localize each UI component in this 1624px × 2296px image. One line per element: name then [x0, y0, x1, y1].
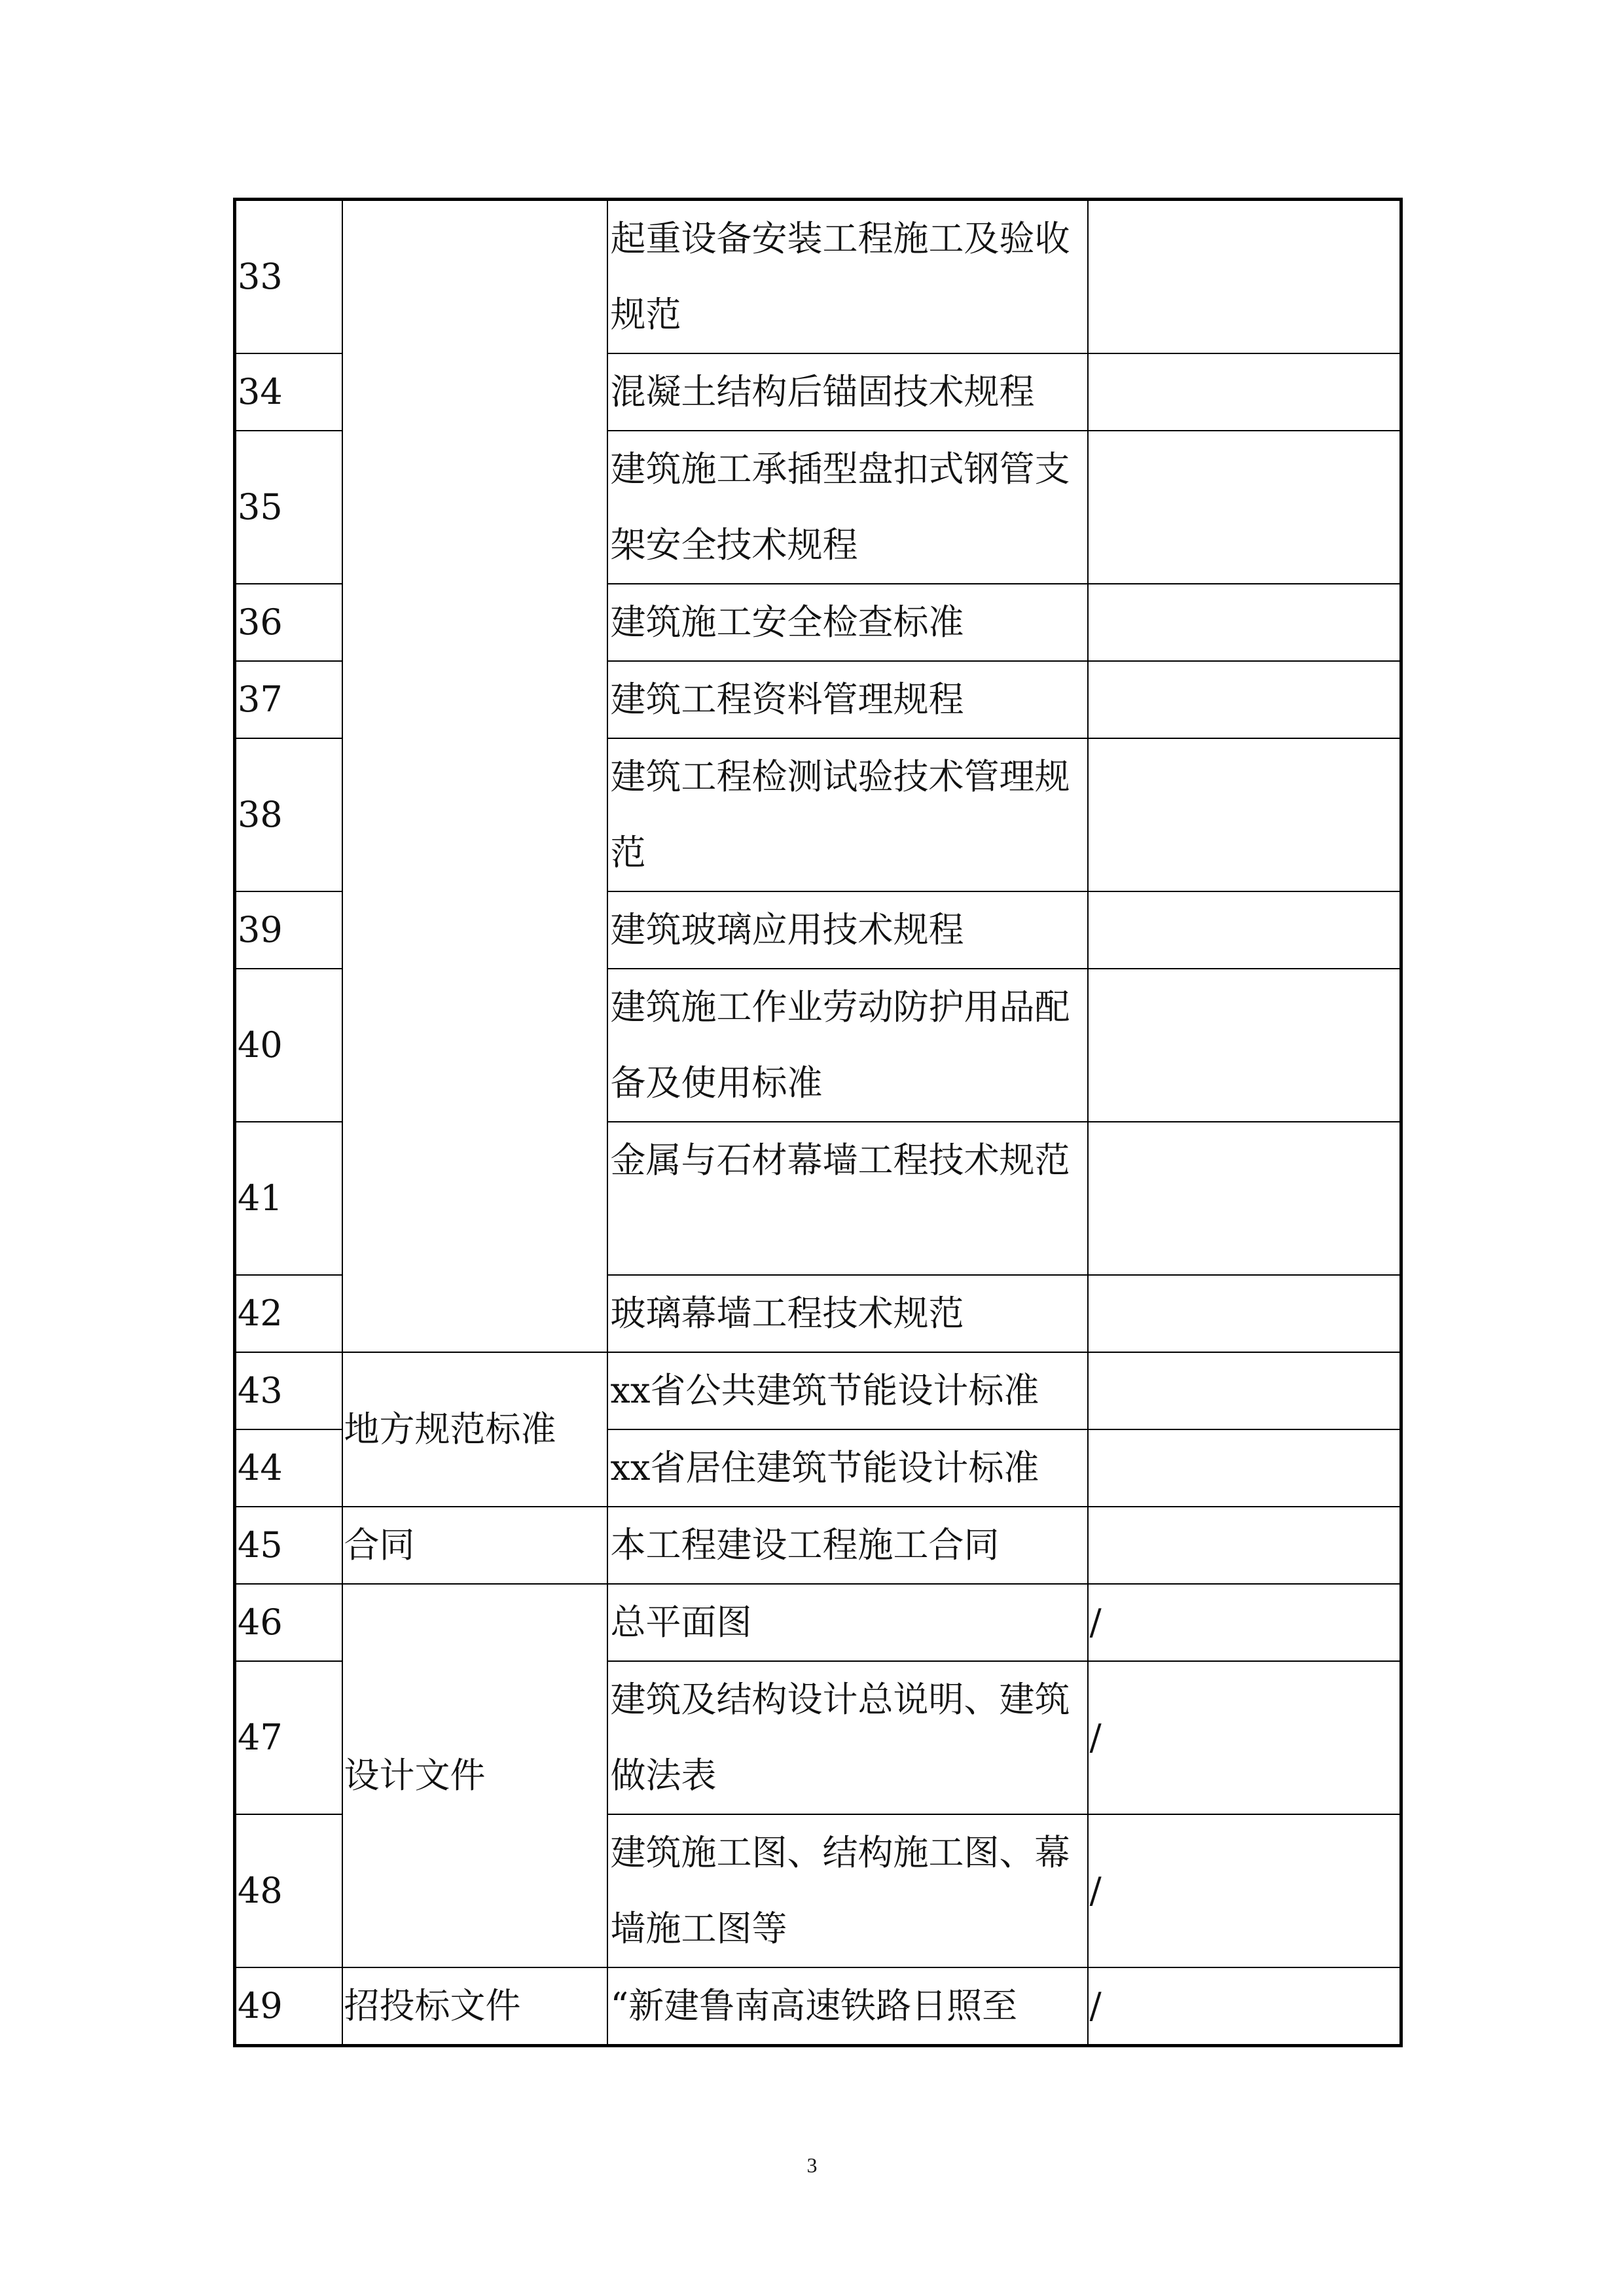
remark: / [1088, 1584, 1401, 1661]
table-row [235, 1352, 1401, 1429]
remark: / [1088, 1967, 1401, 2046]
remark [1088, 431, 1401, 584]
document-name: 建筑工程检测试验技术管理规范 [607, 738, 1088, 891]
table-row [235, 1967, 1401, 2046]
document-name: 起重设备安装工程施工及验收规范 [607, 200, 1088, 354]
document-name: 建筑施工安全检查标准 [607, 584, 1088, 661]
category-design-docs: 设计文件 [342, 1584, 607, 1967]
document-name: 建筑玻璃应用技术规程 [607, 891, 1088, 969]
document-name: xx省居住建筑节能设计标准 [607, 1429, 1088, 1507]
document-name: “新建鲁南高速铁路日照至 [607, 1967, 1088, 2046]
row-number: 42 [235, 1275, 342, 1352]
remark [1088, 1429, 1401, 1507]
row-number: 45 [235, 1507, 342, 1584]
remark [1088, 1122, 1401, 1275]
table-row [235, 200, 1401, 354]
remark [1088, 1352, 1401, 1429]
document-name: 建筑施工承插型盘扣式钢管支架安全技术规程 [607, 431, 1088, 584]
row-number: 40 [235, 969, 342, 1122]
remark [1088, 891, 1401, 969]
row-number: 35 [235, 431, 342, 584]
table-row [235, 1584, 1401, 1661]
row-number: 49 [235, 1967, 342, 2046]
row-number: 44 [235, 1429, 342, 1507]
remark [1088, 353, 1401, 431]
document-table [233, 198, 1403, 2047]
row-number: 47 [235, 1661, 342, 1814]
remark [1088, 738, 1401, 891]
document-name: 建筑施工图、结构施工图、幕墙施工图等 [607, 1814, 1088, 1967]
table-row [235, 1507, 1401, 1584]
remark [1088, 584, 1401, 661]
remark [1088, 969, 1401, 1122]
document-name: 玻璃幕墙工程技术规范 [607, 1275, 1088, 1352]
remark [1088, 1275, 1401, 1352]
document-name: 金属与石材幕墙工程技术规范 [607, 1122, 1088, 1275]
remark [1088, 661, 1401, 738]
category-bidding-docs: 招投标文件 [342, 1967, 607, 2046]
document-name: 混凝土结构后锚固技术规程 [607, 353, 1088, 431]
category-contract: 合同 [342, 1507, 607, 1584]
document-name: 建筑及结构设计总说明、建筑做法表 [607, 1661, 1088, 1814]
row-number: 41 [235, 1122, 342, 1275]
page-number: 3 [806, 2153, 818, 2177]
remark: / [1088, 1814, 1401, 1967]
remark [1088, 1507, 1401, 1584]
document-name: 建筑施工作业劳动防护用品配备及使用标准 [607, 969, 1088, 1122]
row-number: 33 [235, 200, 342, 354]
category-local-standards: 地方规范标准 [342, 1352, 607, 1507]
row-number: 39 [235, 891, 342, 969]
document-name: xx省公共建筑节能设计标准 [607, 1352, 1088, 1429]
document-name: 建筑工程资料管理规程 [607, 661, 1088, 738]
row-number: 37 [235, 661, 342, 738]
row-number: 48 [235, 1814, 342, 1967]
row-number: 46 [235, 1584, 342, 1661]
category-cell-empty [342, 200, 607, 1353]
row-number: 38 [235, 738, 342, 891]
remark [1088, 200, 1401, 354]
row-number: 36 [235, 584, 342, 661]
document-name: 本工程建设工程施工合同 [607, 1507, 1088, 1584]
row-number: 43 [235, 1352, 342, 1429]
row-number: 34 [235, 353, 342, 431]
remark: / [1088, 1661, 1401, 1814]
document-name: 总平面图 [607, 1584, 1088, 1661]
